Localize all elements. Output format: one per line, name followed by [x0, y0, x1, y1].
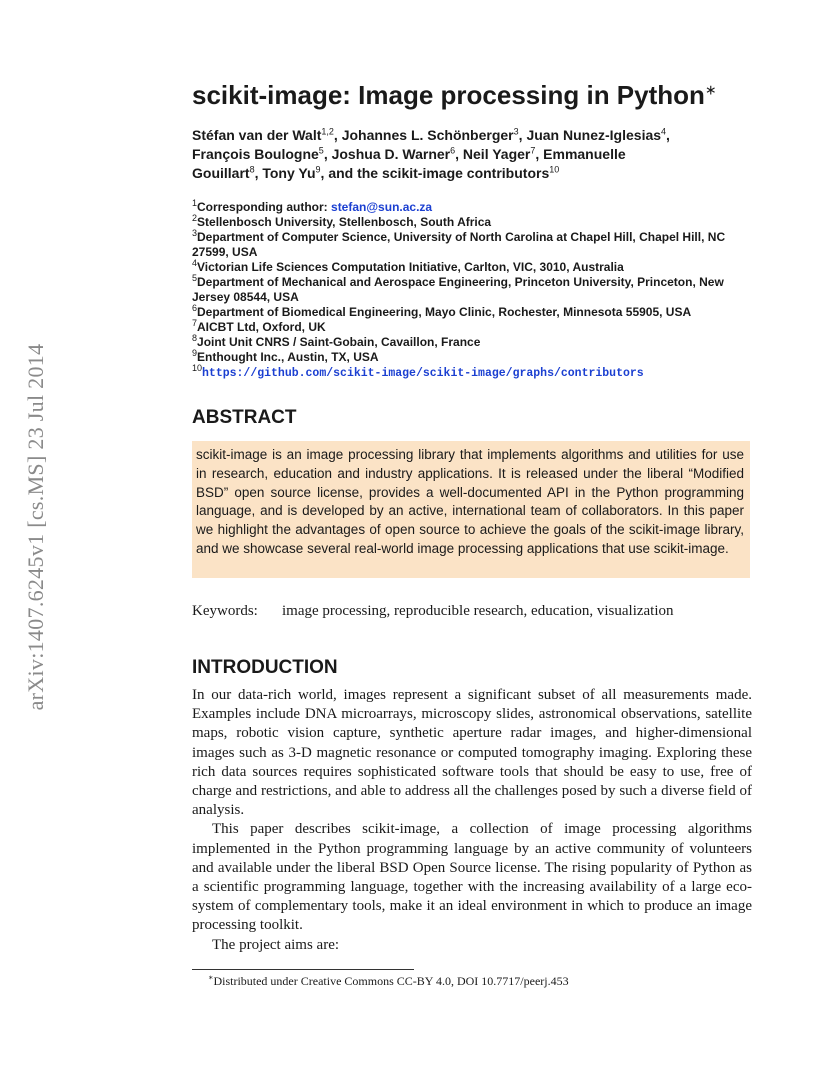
author-affil: 10 — [549, 164, 560, 175]
author-name: Tony Yu — [262, 165, 316, 181]
affiliation-1: $^1$Corresponding author: stefan@sun.ac.za — [192, 198, 433, 214]
affiliation-text: Joint Unit CNRS / Saint-Gobain, Cavaillon, France — [197, 335, 481, 349]
footnote — [208, 974, 569, 989]
author-sep: , — [666, 127, 670, 143]
author-affil: 8 — [249, 164, 255, 175]
corresponding-email-link[interactable]: stefan@sun.ac.za — [331, 200, 433, 214]
keywords-value: image processing, reproducible research, education, visualization — [282, 603, 674, 619]
introduction-paragraph-1: In our data-rich world, images represent a significant subset of all measurements made. Examples include DNA microarrays, microscopy slides, astronomical observations, satellite maps, robotic vision capture, synthetic aperture radar images, and higher-dimensional images such as 3-D magnetic resonance or computed tomography imaging. Exploring these rich data sources requires sophisticated software tools that should be easy to use, free of charge and restrictions, and able to address all the challenges posed by such a diverse field of analysis. — [192, 687, 752, 819]
affiliation-7: $^7$AICBT Ltd, Oxford, UK — [192, 318, 326, 334]
author-line-3 — [192, 164, 762, 183]
author-name: Johannes L. Schönberger — [341, 127, 514, 143]
affiliation-2: $^2$Stellenbosch University, Stellenbosch, South Africa — [192, 213, 492, 229]
author-name: Joshua D. Warner — [331, 146, 451, 162]
author-affil: 4 — [661, 126, 667, 137]
affiliation-text: Enthought Inc., Austin, TX, USA — [197, 350, 379, 364]
affiliation-list — [192, 200, 762, 381]
author-sep: , — [320, 165, 329, 181]
author-name: François Boulogne — [192, 146, 319, 162]
affiliation-text: AICBT Ltd, Oxford, UK — [197, 320, 326, 334]
affiliation-5: $^5$Department of Mechanical and Aerospace Engineering, Princeton University, Princeton, New Jersey 08544, USA — [192, 273, 724, 304]
introduction-body — [192, 686, 752, 955]
author-affil: 7 — [530, 145, 536, 156]
author-name: Emmanuelle — [543, 146, 626, 162]
footnote-mark: ∗ — [208, 973, 214, 982]
affiliation-text: Department of Computer Science, University of North Carolina at Chapel Hill, Chapel Hill, NC 27599, USA — [192, 230, 726, 259]
contributors-url-link[interactable]: https://github.com/scikit-image/scikit-image/graphs/contributors — [202, 367, 644, 380]
affiliation-9: $^9$Enthought Inc., Austin, TX, USA — [192, 348, 379, 364]
arxiv-stamp: arXiv:1407.6245v1 [cs.MS] 23 Jul 2014 — [23, 343, 48, 711]
abstract-box — [192, 441, 750, 578]
author-name: and the scikit-image contributors — [328, 165, 550, 181]
author-line-1 — [192, 126, 762, 145]
author-sep: , — [455, 146, 463, 162]
author-line-2 — [192, 145, 762, 164]
affiliation-text: Department of Mechanical and Aerospace Engineering, Princeton University, Princeton, New Jersey 08544, USA — [192, 275, 724, 304]
affiliation-8: $^8$Joint Unit CNRS / Saint-Gobain, Cavaillon, France — [192, 333, 481, 349]
affiliation-text: Stellenbosch University, Stellenbosch, South Africa — [197, 215, 492, 229]
author-affil: 9 — [315, 164, 321, 175]
author-sep: , — [518, 127, 527, 143]
keywords — [192, 603, 674, 620]
footnote-text: Distributed under Creative Commons CC-BY 4.0, DOI 10.7717/peerj.453 — [213, 974, 569, 988]
author-affil: 3 — [513, 126, 519, 137]
author-sep: , — [323, 146, 332, 162]
author-affil: 6 — [450, 145, 456, 156]
affiliation-3: $^3$Department of Computer Science, University of North Carolina at Chapel Hill, Chapel Hill, NC 27599, USA — [192, 228, 726, 259]
abstract-text: scikit-image is an image processing library that implements algorithms and utilities for use in research, education and industry applications. It is released under the liberal “Modified BSD” open source license, provides a well-documented API in the Python programming language, and is developed by an active, international team of collaborators. In this paper we highlight the advantages of open source to achieve the goals of the scikit-image library, and we showcase several real-world image processing applications that use scikit-image. — [196, 447, 744, 556]
footnote-rule — [192, 969, 414, 970]
introduction-paragraph-3: The project aims are: — [212, 936, 340, 953]
affiliation-text: Department of Biomedical Engineering, Mayo Clinic, Rochester, Minnesota 55905, USA — [197, 305, 692, 319]
affiliation-text: Victorian Life Sciences Computation Initiative, Carlton, VIC, 3010, Australia — [197, 260, 624, 274]
abstract-heading: ABSTRACT — [192, 407, 297, 428]
author-name: Stéfan van der Walt — [192, 127, 322, 143]
affiliation-6: $^6$Department of Biomedical Engineering, Mayo Clinic, Rochester, Minnesota 55905, USA — [192, 303, 692, 319]
author-list — [192, 126, 762, 183]
author-name: Gouillart — [192, 165, 250, 181]
introduction-heading: INTRODUCTION — [192, 657, 338, 678]
author-sep: , — [535, 146, 544, 162]
paper-title — [192, 80, 717, 111]
author-sep: , — [333, 127, 342, 143]
author-affil: 5 — [318, 145, 324, 156]
introduction-paragraph-2: This paper describes scikit-image, a collection of image processing algorithms implemented in the Python programming language by an active community of volunteers and available under the liberal BSD Open Source license. The rising popularity of Python as a scientific programming language, together with the increasing availability of a large eco-system of complementary tools, make it an ideal environment in which to produce an image processing toolkit. — [192, 821, 752, 934]
author-name: Juan Nunez-Iglesias — [526, 127, 662, 143]
author-sep: , — [254, 165, 263, 181]
author-name: Neil Yager — [462, 146, 531, 162]
author-affil: 1,2 — [321, 126, 334, 137]
affiliation-4: $^4$Victorian Life Sciences Computation Initiative, Carlton, VIC, 3010, Australia — [192, 258, 624, 274]
keywords-label: Keywords: — [192, 603, 258, 619]
corresponding-author-label: Corresponding author: — [197, 200, 332, 214]
affiliation-10: $^{10}$https://github.com/scikit-image/scikit-image/graphs/contributors — [192, 363, 644, 380]
title-footnote-mark: ∗ — [704, 81, 717, 98]
paper-title-text: scikit-image: Image processing in Python — [192, 80, 705, 110]
